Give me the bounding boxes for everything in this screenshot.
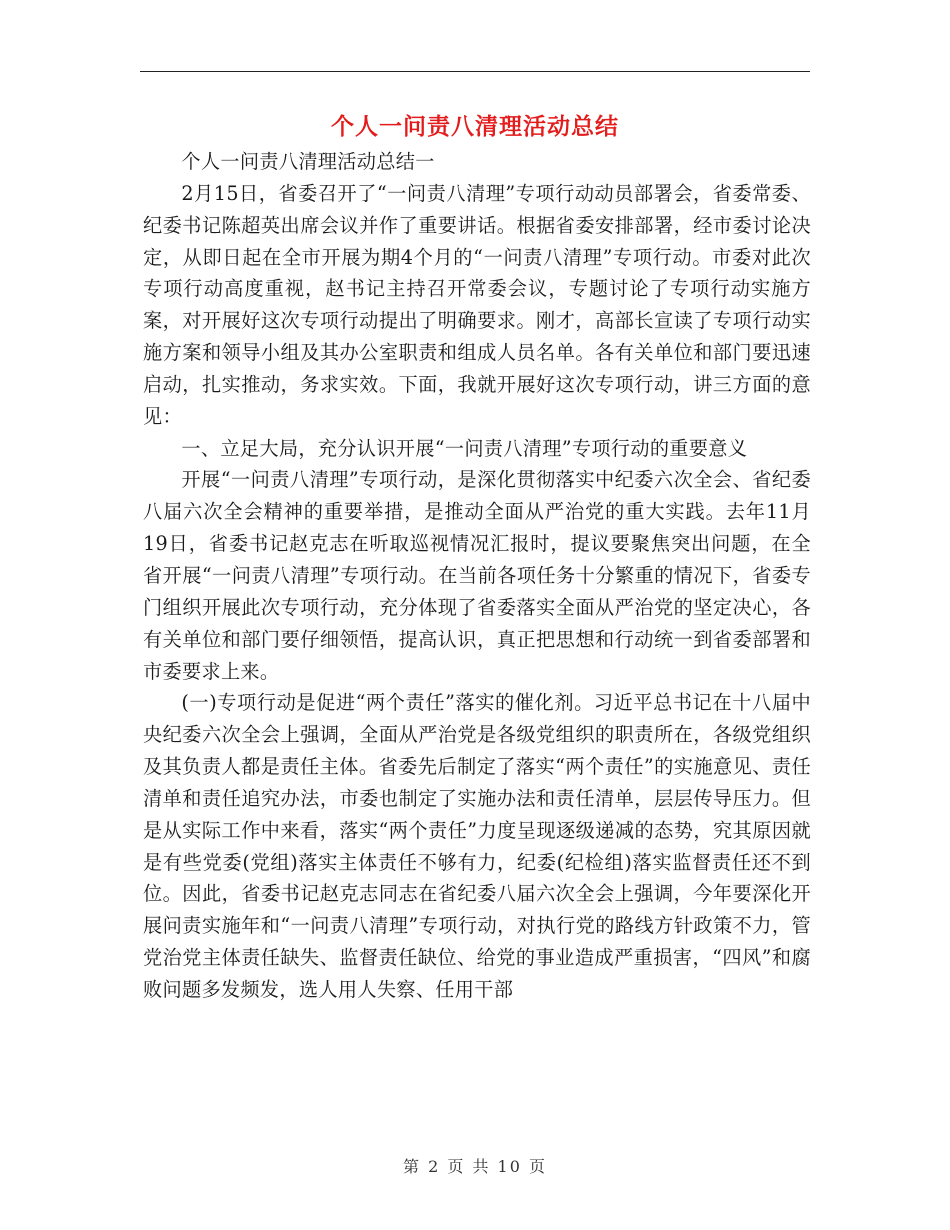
document-title: 个人一问责八清理活动总结 <box>331 114 619 140</box>
paragraph-intro: 2月15日，省委召开了“一问责八清理”专项行动动员部署会，省委常委、纪委书记陈超英出席会议并作了重要讲话。根据省委安排部署，经市委讨论决定，从即日起在全市开展为期4个月的“一问责八清理”专项行动。市委对此次专项行动高度重视，赵书记主持召开常委会议，专题讨论了专项行动实施方案，对开展好这次专项行动提出了明确要求。刚才，高部长宣读了专项行动实施方案和领导小组及其办公室职责和组成人员名单。各有关单位和部门要迅速启动，扎实推动，务求实效。下面，我就开展好这次专项行动，讲三方面的意见： <box>143 181 811 428</box>
header-rule <box>140 71 810 72</box>
paragraph-subtitle: 个人一问责八清理活动总结一 <box>181 150 435 173</box>
paragraph-catalyst: (一)专项行动是促进“两个责任”落实的催化剂。习近平总书记在十八届中央纪委六次全会上强调，全面从严治党是各级党组织的职责所在，各级党组织及其负责人都是责任主体。省委先后制定了落实“两个责任”的实施意见、责任清单和责任追究办法，市委也制定了实施办法和责任清单，层层传导压力。但是从实际工作中来看，落实“两个责任”力度呈现逐级递减的态势，究其原因就是有些党委(党组)落实主体责任不够有力，纪委(纪检组)落实监督责任还不到位。因此，省委书记赵克志同志在省纪委八届六次全会上强调，今年要深化开展问责实施年和“一问责八清理”专项行动，对执行党的路线方针政策不力，管党治党主体责任缺失、监督责任缺位、给党的事业造成严重损害，“四风”和腐败问题多发频发，选人用人失察、任用干部 <box>143 691 811 1001</box>
section-heading-1: 一、立足大局，充分认识开展“一问责八清理”专项行动的重要意义 <box>181 436 748 460</box>
document-body <box>143 146 811 1006</box>
page-number-footer: 第 2 页 共 10 页 <box>403 1157 547 1176</box>
paragraph-significance: 开展“一问责八清理”专项行动，是深化贯彻落实中纪委六次全会、省纪委八届六次全会精神的重要举措，是推动全面从严治党的重大实践。去年11月19日，省委书记赵克志在听取巡视情况汇报时，提议要聚焦突出问题，在全省开展“一问责八清理”专项行动。在当前各项任务十分繁重的情况下，省委专门组织开展此次专项行动，充分体现了省委落实全面从严治党的坚定决心，各有关单位和部门要仔细领悟，提高认识，真正把思想和行动统一到省委部署和市委要求上来。 <box>143 468 811 683</box>
